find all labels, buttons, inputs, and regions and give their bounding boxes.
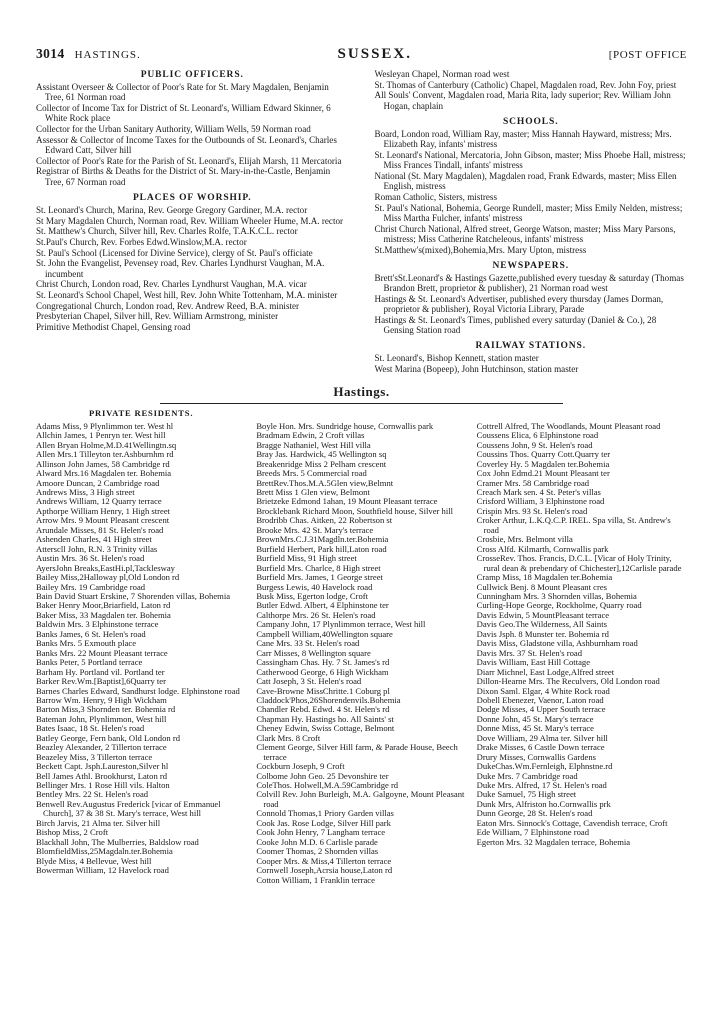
list-item: Batley George, Fern bank, Old London rd <box>36 732 180 743</box>
list-item: Brodribb Chas. Aitken, 22 Robertson st <box>256 515 393 526</box>
list-item: Blackhall John, The Mulberries, Baldslow road <box>36 836 199 847</box>
running-head-center: SUSSEX. <box>337 46 412 62</box>
list-item: Bray Jas. Hardwick, 45 Wellington sq <box>256 449 387 460</box>
list-item: Apthorpe William Henry, 1 High street <box>36 505 171 516</box>
running-head-right: [POST OFFICE <box>608 49 687 61</box>
list-item: Carr Misses, 8 Wellington square <box>256 647 371 658</box>
list-item: Dunk Mrs, Alfriston ho.Cornwallis prk <box>476 798 611 809</box>
list-item: Brooke Mrs. 42 St. Mary's terrace <box>256 524 374 535</box>
divider-rule <box>160 403 564 404</box>
entry: St. John the Evangelist, Pevensey road, Rev. Charles Lyndhurst Vaughan, M.A. incumbent <box>36 258 325 279</box>
list-item: Barnes Charles Edward, Sandhurst lodge. Elphinstone road <box>36 685 240 696</box>
list-item: Andrews Miss, 3 High street <box>36 486 135 497</box>
running-head <box>36 46 687 63</box>
entry: Christ Church, London road, Rev. Charles Lyndhurst Vaughan, M.A. vicar <box>36 279 307 290</box>
entry: St. Leonard's, Bishop Kennett, station master <box>374 353 539 364</box>
list-item: Boyle Hon. Mrs. Sundridge house, Cornwallis park <box>256 420 434 431</box>
entry: Hastings & St. Leonard's Times, published every saturday (Daniel & Co.), 28 Gensing Station road <box>374 314 657 336</box>
list-item: Dillon-Hearne Mrs. The Reculvers, Old London road <box>476 676 660 687</box>
list-item: Cross Alfd. Kilmarth, Cornwallis park <box>476 543 609 554</box>
list-item: Cheney Edwin, Swiss Cottage, Belmont <box>256 723 395 734</box>
entry: Collector of Poor's Rate for the Parish of St. Leonard's, Elijah Marsh, 11 Mercatoria <box>36 155 342 166</box>
list-item: Crisford William, 3 Elphinstone road <box>476 496 605 507</box>
list-item: Allen Bryan Holme,M.D.41Wellingtn.sq <box>36 439 177 450</box>
list-item: Davis Jsph. 8 Munster ter. Bohemia rd <box>476 628 609 639</box>
list-item: Brett Miss 1 Glen view, Belmont <box>256 486 370 497</box>
list-item: DukeChas.Wm.Fernleigh, Elphnstne.rd <box>476 761 613 772</box>
list-item: Bentley Mrs. 22 St. Helen's road <box>36 789 149 800</box>
list-item: Catherwood George, 6 High Wickham <box>256 666 389 677</box>
list-item: Coverley Hy. 5 Magdalen ter.Bohemia <box>476 458 610 469</box>
list-item: Dobell Ebenezer, Vaenor, Laton road <box>476 694 604 705</box>
section-heading-places-of-worship: PLACES OF WORSHIP. <box>132 192 252 203</box>
entry: All Souls' Convent, Magdalen road, Maria Rita, lady superior; Rev. William John Hogan, chaplain <box>374 90 671 111</box>
list-item: Bellinger Mrs. 1 Rose Hill vils. Halton <box>36 780 170 791</box>
list-item: Arundale Misses, 81 St. Helen's road <box>36 524 164 535</box>
list-item: Baker Miss, 33 Magdalen ter. Bohemia <box>36 609 171 620</box>
section-heading-schools: SCHOOLS. <box>502 116 559 127</box>
running-head-left: HASTINGS. <box>74 49 141 61</box>
list-item: Barker Rev.Wm.[Baptist],6Quarry ter <box>36 676 166 687</box>
list-item: BrownMrs.C.J.31Magdln.ter.Bohemia <box>256 534 389 545</box>
list-item: Barham Hy. Portland vil. Portland ter <box>36 666 165 677</box>
list-item: Drury Misses, Cornwallis Gardens <box>476 751 596 762</box>
list-item: Campbell William,40Wellington square <box>256 628 393 639</box>
list-item: Davis Miss, Gladstone villa, Ashburnham road <box>476 638 638 649</box>
list-item: Amoore Duncan, 2 Cambridge road <box>36 477 160 488</box>
entry: St. Paul's National, Bohemia, George Rundell, master; Miss Emily Nelden, mistress; Miss Martha Fulcher, infants' mistress <box>374 202 683 223</box>
list-item: Chandler Rebd. Edwd. 4 St. Helen's rd <box>256 704 390 715</box>
list-item: Coussens Elica, 6 Elphinstone road <box>476 430 599 441</box>
residents-column-2 <box>256 422 466 885</box>
list-item: Coomer Thomas, 2 Shornden villas <box>256 846 379 857</box>
list-item: Allchin James, 1 Penryn ter. West hill <box>36 430 166 441</box>
list-item: Arrow Mrs. 9 Mount Pleasant crescent <box>36 515 170 526</box>
list-item: Barrow Wm. Henry, 9 High Wickham <box>36 694 167 705</box>
list-item: Dixon Saml. Elgar, 4 White Rock road <box>476 685 610 696</box>
residents-column-1 <box>36 422 246 885</box>
residents-column-3 <box>477 422 687 885</box>
list-item: Catt Joseph, 3 St. Helen's road <box>256 676 362 687</box>
list-item: Coussens John, 9 St. Helen's road <box>476 439 593 450</box>
list-item: Cassingham Chas. Hy. 7 St. James's rd <box>256 657 390 668</box>
list-item: Coussins Thos. Quarry Cott.Quarry ter <box>476 449 611 460</box>
list-item: Beazley Alexander, 2 Tillerton terrace <box>36 742 167 753</box>
entry: Collector for the Urban Sanitary Authority, William Wells, 59 Norman road <box>36 123 311 134</box>
list-item: Cox John Edmd.21 Mount Pleasant ter <box>476 468 610 479</box>
entry: St. Leonard's School Chapel, West hill, Rev. John White Tottenham, M.A. minister <box>36 290 338 301</box>
list-item: Claddock'Phos,26Shorendenvils.Bohemia <box>256 694 401 705</box>
list-item: Cottrell Alfred, The Woodlands, Mount Pleasant road <box>476 420 661 431</box>
list-item: Austin Mrs. 36 St. Helen's road <box>36 553 145 564</box>
entry: Primitive Methodist Chapel, Gensing road <box>36 322 191 333</box>
list-item: Egerton Mrs. 32 Magdalen terrace, Bohemia <box>476 836 631 847</box>
list-item: Ashenden Charles, 41 High street <box>36 534 152 545</box>
entry: Roman Catholic, Sisters, mistress <box>374 191 498 202</box>
list-item: Blyde Miss, 4 Bellevue, West hill <box>36 855 152 866</box>
list-item: Bailey Mrs. 19 Cambridge road <box>36 581 146 592</box>
list-item: Birch Jarvis, 21 Alma ter. Silver hill <box>36 817 161 828</box>
list-item: Allinson John James, 58 Cambridge rd <box>36 458 170 469</box>
list-item: Cramer Mrs. 58 Cambridge road <box>476 477 590 488</box>
list-item: Cockburn Joseph, 9 Croft <box>256 761 345 772</box>
list-item: Cane Mrs. 33 St. Helen's road <box>256 638 360 649</box>
entry: St. Paul's School (Licensed for Divine Service), clergy of St. Paul's officiate <box>36 247 313 258</box>
list-item: Dove William, 29 Alma ter. Silver hill <box>476 732 608 743</box>
list-item: Allen Mrs.1 Tilleyton ter.Ashburnhm rd <box>36 449 174 460</box>
list-item: Campany John, 17 Plynlimmon terrace, West hill <box>256 619 426 630</box>
top-two-column-block <box>36 69 687 375</box>
list-item: Barton Miss,3 Shornden ter. Bohemia rd <box>36 704 176 715</box>
list-item: CrosseRev. Thos. Francis, D.C.L. [Vicar of Holy Trinity, rural dean & prebendary of Chichester],12Carlisle parade <box>476 553 682 573</box>
list-item: Cotton William, 1 Franklin terrace <box>256 874 375 885</box>
list-item: Davis William, East Hill Cottage <box>476 657 591 668</box>
entry: Hastings & St. Leonard's Advertiser, published every thursday (James Dorman, proprietor & publisher), Royal Victoria Library, Parade <box>374 293 664 315</box>
list-item: Cook John Henry, 7 Langham terrace <box>256 827 386 838</box>
list-item: Davis Edwin, 5 MountPleasant terrace <box>476 609 610 620</box>
list-item: Beazeley Miss, 3 Tillerton terrace <box>36 751 153 762</box>
list-item: Busk Miss, Egerton lodge, Croft <box>256 590 369 601</box>
list-item: Davis Mrs. 37 St. Helen's road <box>476 647 583 658</box>
list-item: Colvill Rev. John Burleigh, M.A. Galgoyne, Mount Pleasant road <box>256 789 465 809</box>
entry: St. Leonard's National, Mercatoria, John Gibson, master; Miss Phoebe Hall, mistress; Miss Frances Tindall, infants' mistress <box>374 149 686 171</box>
section-heading-public-officers: PUBLIC OFFICERS. <box>140 70 244 80</box>
list-item: Atterscll John, R.N. 3 Trinity villas <box>36 543 158 554</box>
list-item: Creach Mark sen. 4 St. Peter's villas <box>476 486 601 497</box>
list-item: BlomfieldMiss,25Magdaln.ter.Bohemia <box>36 846 173 857</box>
list-item: Butler Edwd. Albert, 4 Elphinstone ter <box>256 600 389 611</box>
list-item: Duke Samuel, 75 High street <box>476 789 577 800</box>
list-item: Cave-Browne MissChritte.1 Coburg pl <box>256 685 390 696</box>
list-item: Cullwick Benj. 8 Mount Pleasant cres <box>476 581 607 592</box>
entry: Wesleyan Chapel, Norman road west <box>374 69 510 79</box>
town-heading: Hastings. <box>333 383 390 399</box>
list-item: Davis Geo.The Wilderness, All Saints <box>476 619 607 630</box>
list-item: Duke Mrs. Alfred, 17 St. Helen's road <box>476 780 607 791</box>
list-item: Beckett Capt. Jsph.Laureston,Silver hl <box>36 761 169 772</box>
list-item: Bishop Miss, 2 Croft <box>36 827 109 838</box>
list-item: Cooper Mrs. & Miss,4 Tillerton terrace <box>256 855 392 866</box>
entry: National (St. Mary Magdalen), Magdalen road, Frank Edwards, master; Miss Ellen English, mistress <box>374 170 677 192</box>
list-item: Burfield Mrs. James, 1 George street <box>256 572 383 583</box>
directory-heading-row <box>36 408 687 420</box>
entry: Christ Church National, Alfred street, George Watson, master; Miss Mary Parsons, mistress; Miss Catherine Ratcheleous, infants' mistress <box>374 223 676 244</box>
list-item: Connold Thomas,1 Priory Garden villas <box>256 808 394 819</box>
section-heading-newspapers: NEWSPAPERS. <box>492 260 569 271</box>
list-item: BrettRev.Thos.M.A.5Glen view,Belmnt <box>256 477 394 488</box>
entry: St. Matthew's Church, Silver hill, Rev. Charles Rolfe, T.A.K.C.L. rector <box>36 226 298 237</box>
entry: St. Leonard's Church, Marina, Rev. George Gregory Gardiner, M.A. rector <box>36 204 308 215</box>
left-column <box>36 69 355 333</box>
list-item: Donne Miss, 45 St. Mary's terrace <box>476 723 594 734</box>
entry: Registrar of Births & Deaths for the District of St. Mary-in-the-Castle, Benjamin Tree, 67 Norman road <box>36 166 331 187</box>
list-item: Bates Isaac, 18 St. Helen's road <box>36 723 145 734</box>
list-item: Banks Mrs. 5 Exmouth place <box>36 638 137 649</box>
list-item: Bell James Athl. Brookhurst, Laton rd <box>36 770 168 781</box>
list-item: Bowerman William, 12 Havelock road <box>36 865 169 876</box>
list-item: AyersJohn Breaks,EastHi.pl,Tacklesway <box>36 562 175 573</box>
list-item: Baker Henry Moor,Briarfield, Laton rd <box>36 600 171 611</box>
list-item: Croker Arthur, L.K.Q.C.P. IREL. Spa villa, St. Andrew's road <box>476 515 671 535</box>
entry: Assessor & Collector of Income Taxes for the Outbounds of St. Leonard's, Charles Edward Catt, Silver hill <box>36 134 337 155</box>
list-item: Alward Mrs.16 Magdalen ter. Bohemia <box>36 468 172 479</box>
directory-heading: PRIVATE RESIDENTS. <box>88 407 194 418</box>
entry: Assistant Overseer & Collector of Poor's Rate for St. Mary Magdalen, Benjamin Tree, 61 Norman road <box>36 82 329 103</box>
entry: St.Matthew's(mixed),Bohemia,Mrs. Mary Upton, mistress <box>374 244 587 255</box>
list-item: Colbome John Geo. 25 Devonshire ter <box>256 770 389 781</box>
list-item: Brietzeke Edmond 1ahan, 19 Mount Pleasant terrace <box>256 496 438 507</box>
list-item: Burfield Mrs. Charlce, 8 High street <box>256 562 381 573</box>
list-item: Dodge Misses, 4 Upper South terrace <box>476 704 606 715</box>
list-item: Clement George, Silver Hill farm, & Parade House, Beech terrace <box>256 742 458 762</box>
list-item: Chapman Hy. Hastings ho. All Saints' st <box>256 713 394 724</box>
list-item: Donne John, 45 St. Mary's terrace <box>476 713 594 724</box>
list-item: Burfield Miss, 91 High street <box>256 553 357 564</box>
list-item: Bain David Stuart Erskine, 7 Shorenden villas, Bohemia <box>36 590 231 601</box>
list-item: Burgess Lewis, 40 Havelock road <box>256 581 373 592</box>
list-item: Clark Mrs. 8 Croft <box>256 732 321 743</box>
entry: Congregational Church, London road, Rev. Andrew Reed, B.A. minister <box>36 300 300 311</box>
list-item: Duke Mrs. 7 Cambridge road <box>476 770 578 781</box>
list-item: Burfield Herbert, Park hill,Laton road <box>256 543 387 554</box>
list-item: Brocklebank Richard Moon, Southfield house, Silver hill <box>256 505 454 516</box>
list-item: Adams Miss, 9 Plynlimmon ter. West hl <box>36 420 174 431</box>
private-residents-columns <box>36 422 687 885</box>
entry: Presbyterian Chapel, Silver hill, Rev. William Armstrong, minister <box>36 311 279 322</box>
entry: Board, London road, William Ray, master; Miss Hannah Hayward, mistress; Mrs. Elizabeth Ray, infants' mistress <box>374 128 672 150</box>
list-item: Crispin Mrs. 93 St. Helen's road <box>476 505 588 516</box>
list-item: Andrews William, 12 Quarry terrace <box>36 496 162 507</box>
list-item: Bateman John, Plynlimmon, West hill <box>36 713 167 724</box>
entry: St.Paul's Church, Rev. Forbes Edwd.Winslow,M.A. rector <box>36 236 247 247</box>
section-heading-railway-stations: RAILWAY STATIONS. <box>475 341 586 352</box>
entry: Collector of Income Tax for District of St. Leonard's, William Edward Skinner, 6 White Rock place <box>36 102 331 124</box>
list-item: Cook Jas. Rose Lodge, Silver Hill park <box>256 817 391 828</box>
list-item: Curling-Hope George, Rockholme, Quarry road <box>476 600 642 611</box>
list-item: Diarr Michnel, East Lodge,Alfred street <box>476 666 615 677</box>
page-number: 3014 <box>36 46 65 61</box>
list-item: Baldwin Mrs. 3 Elphinstone terrace <box>36 619 159 630</box>
list-item: Bailey Miss,2Halloway pl,Old London rd <box>36 572 180 583</box>
list-item: Benwell Rev.Augustus Frederick [vicar of Emmanuel Church], 37 & 38 St. Mary's terrace, West hill <box>36 798 221 819</box>
list-item: Bragge Nathaniel, West Hill villa <box>256 439 371 450</box>
entry: St Mary Magdalen Church, Norman road, Rev. William Wheeler Hume, M.A. rector <box>36 215 344 226</box>
list-item: Ede William, 7 Elphinstone road <box>476 827 590 838</box>
list-item: Crosbie, Mrs. Belmont villa <box>476 534 573 545</box>
list-item: Eaton Mrs. Sinnock's Cottage, Cavendish terrace, Croft <box>476 817 668 828</box>
list-item: Dunn George, 28 St. Helen's road <box>476 808 593 819</box>
list-item: Cornwell Joseph,Acrsia house,Laton rd <box>256 865 393 876</box>
list-item: Breakenridge Miss 2 Pelham crescent <box>256 458 387 469</box>
right-column <box>369 69 688 375</box>
list-item: Breeds Mrs. 5 Commercial road <box>256 468 367 479</box>
list-item: Banks Mrs. 22 Mount Pleasant terrace <box>36 647 168 658</box>
entry: St. Thomas of Canterbury (Catholic) Chapel, Magdalen road, Rev. John Foy, priest <box>374 79 677 90</box>
list-item: Bradmam Edwin, 2 Croft villas <box>256 430 365 441</box>
list-item: Banks James, 6 St. Helen's road <box>36 628 146 639</box>
list-item: Calthorpe Mrs. 26 St. Helen's road <box>256 609 376 620</box>
list-item: Cooke John M.D. 6 Carlisle parade <box>256 836 378 847</box>
list-item: Cunningham Mrs. 3 Shornden villas, Bohemia <box>476 590 637 601</box>
list-item: Cramp Miss, 18 Magdalen ter.Bohemia <box>476 572 613 583</box>
list-item: Drake Misses, 6 Castle Down terrace <box>476 742 605 753</box>
list-item: Banks Peter, 5 Portland terrace <box>36 657 143 668</box>
entry: Brett'sSt.Leonard's & Hastings Gazette,published every tuesday & saturday (Thomas Brandon Brett, proprietor & publisher), 21 Norman road west <box>374 272 684 294</box>
entry: West Marina (Bopeep), John Hutchinson, station master <box>374 364 579 375</box>
list-item: ColeThos. Holwell,M.A.59Cambridge rd <box>256 780 399 791</box>
